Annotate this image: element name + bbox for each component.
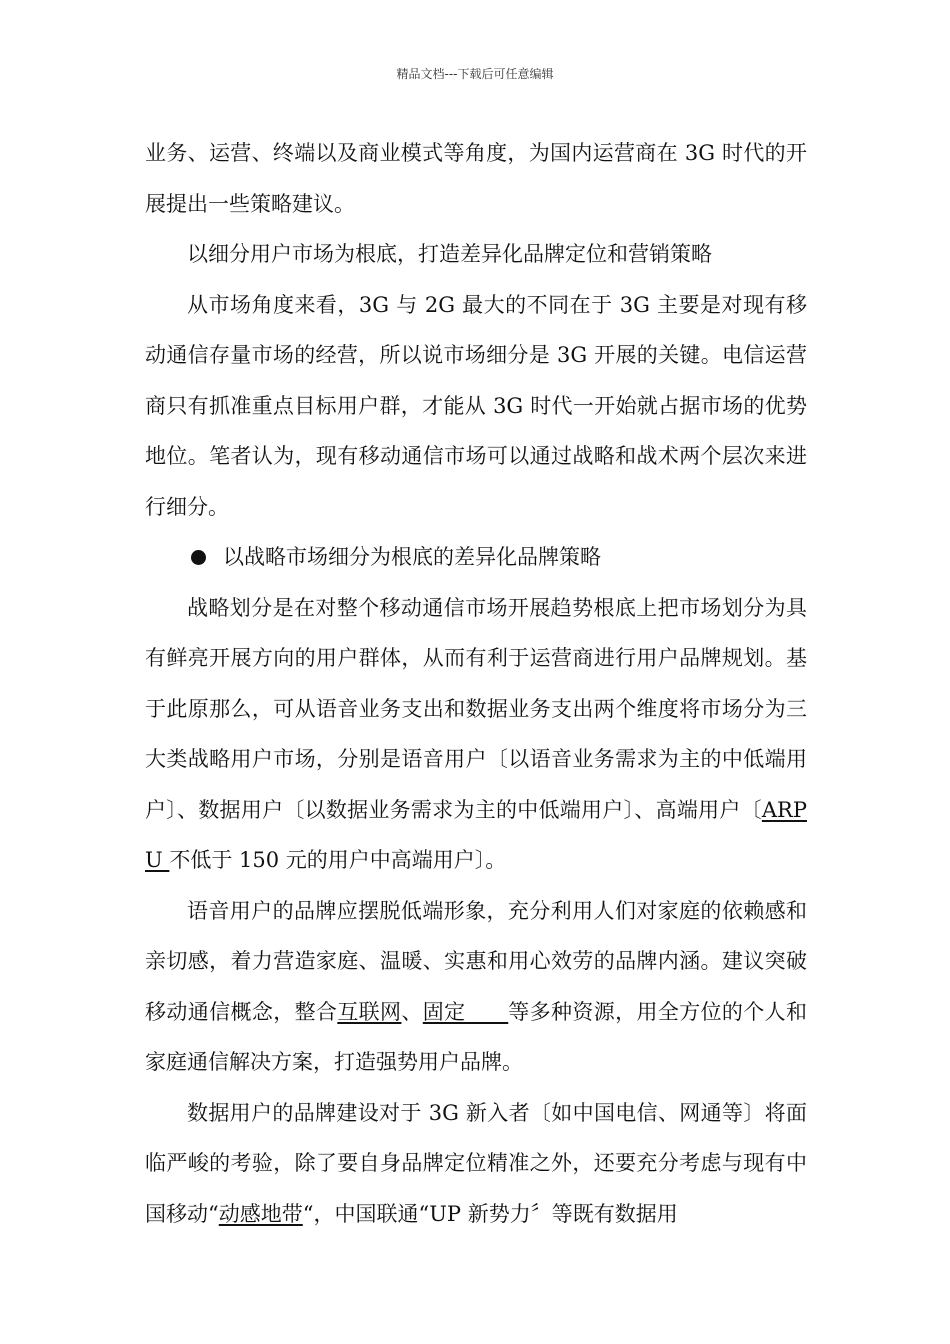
paragraph-text: 不低于 150 元的用户中高端用户〕。 bbox=[169, 848, 507, 872]
arpu-link[interactable]: ARPU bbox=[145, 797, 807, 872]
bullet-item bbox=[145, 532, 807, 583]
paragraph-market-perspective: 从市场角度来看，3G 与 2G 最大的不同在于 3G 主要是对现有移动通信存量市场的经营，所以说市场细分是 3G 开展的关键。电信运营商只有抓准重点目标用户群，才能从 3G 时代一开始就占据市场的优势地位。笔者认为，现有移动通信市场可以通过战略和战术两个层次来进行细分。 bbox=[145, 292, 807, 519]
fixed-line-link[interactable]: 固定 bbox=[422, 999, 509, 1024]
bullet-item-text: 以战略市场细分为根底的差异化品牌策略 bbox=[223, 545, 601, 569]
paragraph-text: 数据用户的品牌建设对于 3G 新入者〔如中国电信、网通等〕将面临严峻的考验，除了要自身品牌定位精准之外，还要充分考虑与现有中国移动“ bbox=[145, 1100, 807, 1226]
section-heading: 以细分用户市场为根底，打造差异化品牌定位和营销策略 bbox=[187, 242, 712, 266]
internet-link[interactable]: 互联网 bbox=[337, 999, 402, 1024]
paragraph-text: 等多种资源，用全方位的个人和家庭通信解决方案，打造强势用户品牌。 bbox=[145, 999, 808, 1074]
paragraph-text: 语音用户的品牌应摆脱低端形象，充分利用人们对家庭的依赖感和亲切感，着力营造家庭、温暖、实惠和用心效劳的品牌内涵。建议突破移动通信概念，整合 bbox=[145, 898, 807, 1024]
paragraph-data-users bbox=[145, 1088, 807, 1240]
paragraph-text: 战略划分是在对整个移动通信市场开展趋势根底上把市场划分为具有鲜亮开展方向的用户群体，从而有利于运营商进行用户品牌规划。基于此原那么，可从语音业务支出和数据业务支出两个维度将市场分为三大类战略用户市场，分别是语音用户〔以语音业务需求为主的中低端用户〕、数据用户〔以数据业务需求为主的中低端用户〕、高端用户〔 bbox=[145, 595, 807, 822]
paragraph-text: “，中国联通“UP 新势力〞等既有数据用 bbox=[302, 1201, 678, 1226]
dongganzone-link[interactable]: 动感地带 bbox=[218, 1201, 303, 1226]
bullet-dot-icon bbox=[191, 550, 206, 565]
paragraph-voice-users bbox=[145, 886, 807, 1088]
paragraph-text: 、 bbox=[401, 999, 423, 1024]
paragraph-strategic-segmentation bbox=[145, 583, 807, 886]
document-body bbox=[145, 128, 807, 1239]
page-header: 精品文档---下载后可任意编辑 bbox=[396, 67, 554, 81]
paragraph-intro-continuation: 业务、运营、终端以及商业模式等角度，为国内运营商在 3G 时代的开展提出一些策略建议。 bbox=[145, 141, 807, 216]
